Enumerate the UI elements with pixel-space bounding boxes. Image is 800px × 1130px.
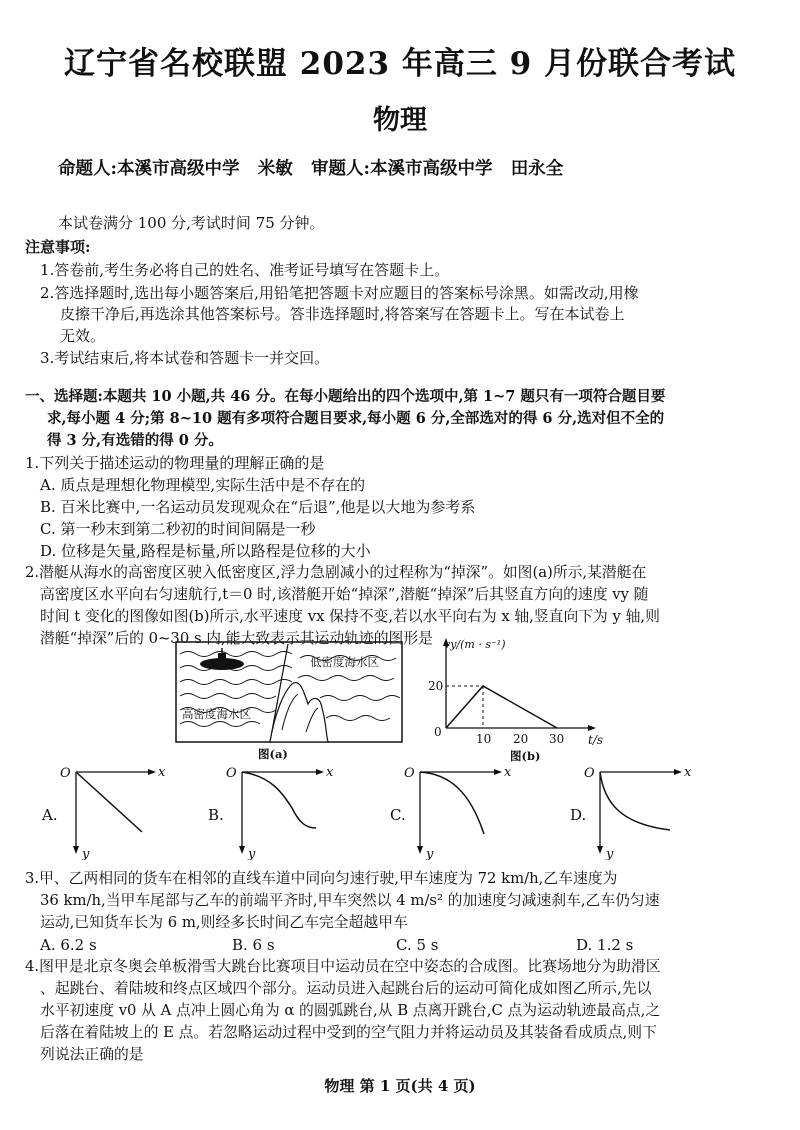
high-density-label: 高密度海水区 (182, 707, 251, 721)
figure-b-y-tick: 20 (428, 679, 444, 693)
q2-stem: 时间 t 变化的图像如图(b)所示,水平速度 vx 保持不变,若以水平向右为 x 轴,竖直向下为 y 轴,则 (40, 608, 660, 625)
q3-option-b: B. 6 s (232, 936, 275, 954)
trajectory-a (76, 772, 142, 832)
option-label: D. (570, 806, 587, 824)
note-item: 1.答卷前,考生务必将自己的姓名、准考证号填写在答题卡上。 (40, 261, 450, 279)
q1-option-c: C. 第一秒末到第二秒初的时间间隔是一秒 (40, 520, 316, 538)
option-label: B. (208, 806, 224, 824)
notes-heading: 注意事项: (25, 238, 91, 256)
figure-b-x-tick: 10 (476, 732, 492, 746)
origin-label: O (404, 766, 415, 781)
q2-stem: 高密度区水平向右匀速航行,t＝0 时,该潜艇开始“掉深”,潜艇“掉深”后其竖直方向的速度 vy 随 (40, 586, 649, 603)
note-item: 皮擦干净后,再选涂其他答案标号。答非选择题时,将答案写在答题卡上。写在本试卷上 (60, 305, 625, 323)
option-label: C. (390, 806, 406, 824)
trajectory-b (242, 772, 316, 828)
origin-label: O (60, 766, 71, 781)
option-graph-c (380, 762, 530, 860)
q1-option-b: B. 百米比赛中,一名运动员发现观众在“后退”,他是以大地为参考系 (40, 498, 476, 516)
option-graph-b (198, 762, 348, 860)
subject-title: 物理 (373, 105, 427, 136)
note-item: 3.考试结束后,将本试卷和答题卡一并交回。 (40, 349, 330, 367)
figure-b-x-tick: 30 (549, 732, 565, 746)
figure-b-origin: 0 (434, 725, 442, 739)
y-axis-label: y (606, 847, 614, 860)
y-axis-label: y (248, 847, 256, 860)
note-item: 2.答选择题时,选出每小题答案后,用铅笔把答题卡对应题目的答案标号涂黑。如需改动,用橡 (40, 284, 639, 302)
authors-line: 命题人:本溪市高级中学 米敏 审题人:本溪市高级中学 田永全 (58, 159, 564, 179)
q3-option-c: C. 5 s (396, 936, 439, 954)
q2-stem: 潜艇“掉深”后的 0~30 s 内,能大致表示其运动轨迹的图形是 (40, 630, 433, 647)
page-footer: 物理 第 1 页(共 4 页) (324, 1077, 476, 1095)
q4-stem: 4.图甲是北京冬奥会单板滑雪大跳台比赛项目中运动员在空中姿态的合成图。比赛场地分为助滑区 (25, 958, 661, 975)
q4-stem: 列说法正确的是 (40, 1046, 144, 1063)
x-axis-label: x (684, 765, 692, 780)
origin-label: O (584, 766, 595, 781)
note-item: 无效。 (60, 327, 106, 345)
q3-stem: 36 km/h,当甲车尾部与乙车的前端平齐时,甲车突然以 4 m/s² 的加速度匀减速刹车,乙车仍匀速 (40, 892, 660, 909)
figure-b-ylabel: vy/(m · s⁻¹) (444, 638, 506, 651)
option-graph-d (560, 762, 710, 860)
low-density-label: 低密度海水区 (310, 655, 379, 669)
vy-line (446, 686, 557, 728)
figure-a-caption: 图(a) (258, 747, 288, 761)
q1-option-a: A. 质点是理想化物理模型,实际生活中是不存在的 (40, 476, 366, 494)
y-axis-label: y (82, 847, 90, 860)
q4-stem: 水平初速度 v0 从 A 点冲上圆心角为 α 的圆弧跳台,从 B 点离开跳台,C 点为运动轨迹最高点,之 (40, 1002, 661, 1019)
q3-stem: 3.甲、乙两相同的货车在相邻的直线车道中同向匀速行驶,甲车速度为 72 km/h,乙车速度为 (25, 870, 618, 887)
y-axis-label: y (426, 847, 434, 860)
figure-b-caption: 图(b) (510, 749, 541, 763)
q3-stem: 运动,已知货车长为 6 m,则经多长时间乙车完全超越甲车 (40, 914, 408, 931)
option-graph-a (30, 762, 180, 860)
figure-b-x-tick: 20 (513, 732, 529, 746)
x-axis-label: x (158, 765, 166, 780)
trajectory-c (420, 772, 484, 834)
x-axis-label: x (504, 765, 512, 780)
origin-label: O (226, 766, 237, 781)
option-label: A. (42, 806, 58, 824)
section-instructions: 求,每小题 4 分;第 8~10 题有多项符合题目要求,每小题 6 分,全部选对的得 6 分,选对但不全的 (47, 410, 665, 427)
section-instructions: 一、选择题:本题共 10 小题,共 46 分。在每小题给出的四个选项中,第 1~7 题只有一项符合题目要 (25, 388, 666, 405)
section-instructions: 得 3 分,有选错的得 0 分。 (47, 432, 223, 449)
figure-b-chart (428, 634, 608, 766)
intro-text: 本试卷满分 100 分,考试时间 75 分钟。 (58, 214, 325, 232)
figure-b-xlabel: t/s (588, 733, 604, 747)
figure-a (170, 638, 420, 763)
q2-stem: 2.潜艇从海水的高密度区驶入低密度区,浮力急剧减小的过程称为“掉深”。如图(a)所示,某潜艇在 (25, 564, 647, 581)
exam-title: 辽宁省名校联盟 2023 年高三 9 月份联合考试 (63, 46, 737, 82)
trajectory-d (600, 772, 670, 830)
q3-option-d: D. 1.2 s (576, 936, 634, 954)
x-axis-label: x (326, 765, 334, 780)
q1-stem: 1.下列关于描述运动的物理量的理解正确的是 (25, 454, 325, 472)
q4-stem: 、起跳台、着陆坡和终点区域四个部分。运动员进入起跳台后的运动可简化成如图乙所示,先以 (40, 980, 652, 997)
q3-option-a: A. 6.2 s (40, 936, 97, 954)
q1-option-d: D. 位移是矢量,路程是标量,所以路程是位移的大小 (40, 542, 371, 560)
q4-stem: 后落在着陆坡上的 E 点。若忽略运动过程中受到的空气阻力并将运动员及其装备看成质点,则下 (40, 1024, 657, 1041)
